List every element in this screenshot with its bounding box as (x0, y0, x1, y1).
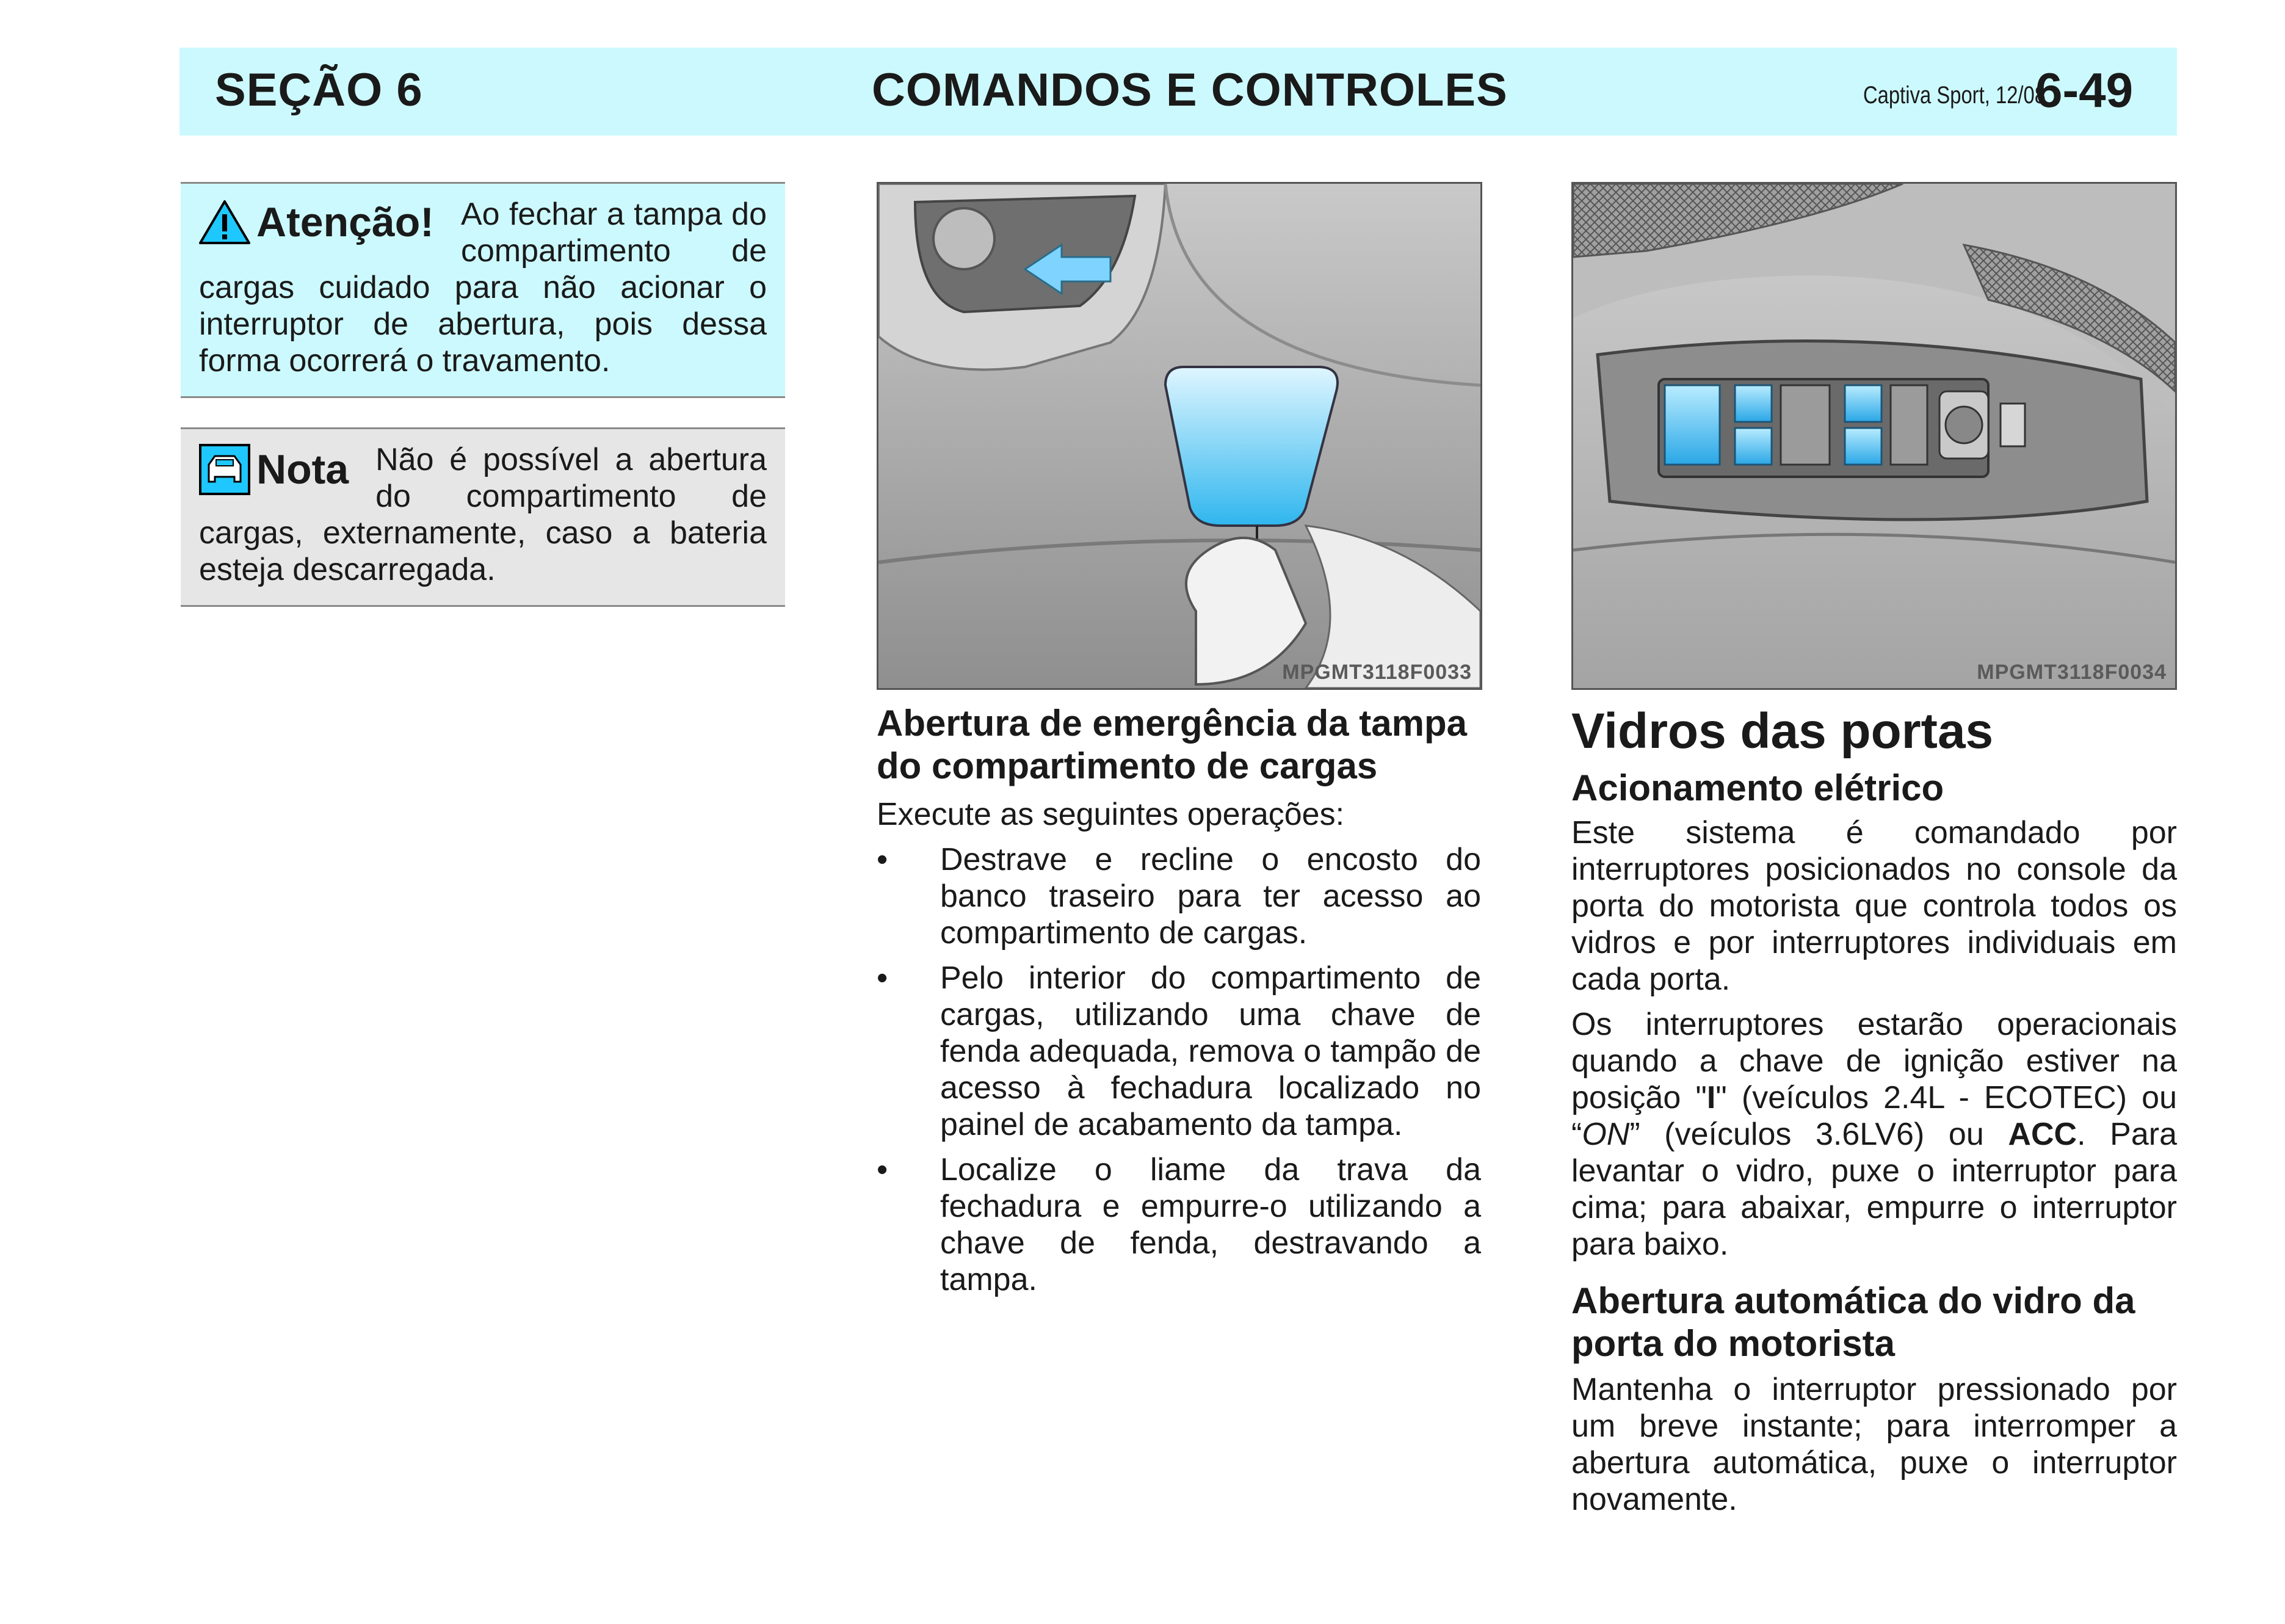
electric-paragraph-1: Este sistema é comandado por interruptores posicionados no console da porta do motorista que controla todos os vidros e por interruptores individuais em cada porta. (1571, 815, 2177, 997)
text-run-italic: ON (1582, 1117, 1630, 1152)
text-run: ” (veículos 3.6LV6) ou (1629, 1117, 2008, 1152)
bullet: • (877, 842, 888, 877)
list-item (877, 841, 1481, 951)
car-note-icon (199, 444, 250, 495)
auto-open-subheading: Abertura automática do vidro da porta do motorista (1571, 1280, 2135, 1364)
door-windows-section (1571, 702, 2177, 1518)
note-box (181, 427, 785, 607)
warning-label: Atenção! (256, 199, 434, 245)
section-label: SEÇÃO 6 (215, 64, 423, 116)
auto-open-paragraph: Mantenha o interruptor pressionado por um breve instante; para interromper a abertura automática, puxe o interruptor novamente. (1571, 1372, 2177, 1517)
emergency-heading: Abertura de emergência da tampa do compartimento de cargas (877, 703, 1468, 786)
liftgate-illustration (878, 184, 1480, 688)
list-item (877, 1151, 1481, 1298)
text-run-bold: I (1706, 1080, 1716, 1115)
bullet: • (877, 960, 888, 996)
note-lead (199, 444, 349, 495)
text-run: " (veículos 2.4L - ECOTEC) ou “ (1571, 1080, 2177, 1152)
note-label: Nota (256, 446, 349, 493)
emergency-steps (877, 841, 1481, 1298)
door-switch-illustration (1573, 184, 2175, 688)
manual-edition: Captiva Sport, 12/08 (1863, 82, 2046, 109)
warning-lead (199, 198, 434, 246)
step-text: Pelo interior do compartimento de cargas, utilizando uma chave de fenda adequada, remova o tampão de acesso à fechadura localizado no painel de acabamento da tampa. (940, 960, 1481, 1142)
step-text: Destrave e recline o encosto do banco traseiro para ter acesso ao compartimento de cargas. (940, 842, 1481, 951)
page-header (179, 48, 2177, 136)
text-run: Os interruptores estarão operacionais quando a chave de ignição estiver na posição " (1571, 1007, 2177, 1115)
warning-box (181, 182, 785, 398)
electric-paragraph-2 (1571, 1006, 2177, 1263)
note-text: Não é possível a abertura do compartimento de cargas, externamente, caso a bateria esteja descarregada. (199, 442, 767, 587)
chapter-title: COMANDOS E CONTROLES (872, 64, 1508, 116)
electric-subheading: Acionamento elétrico (1571, 767, 1944, 808)
list-item (877, 960, 1481, 1143)
text-run: . Para levantar o vidro, puxe o interruptor para cima; para abaixar, empurre o interruptor para baixo. (1571, 1117, 2178, 1262)
windows-heading: Vidros das portas (1571, 703, 1994, 759)
figure-door-switches (1571, 182, 2177, 690)
emergency-intro: Execute as seguintes operações: (877, 797, 1345, 832)
bullet: • (877, 1152, 888, 1187)
step-text: Localize o liame da trava da fechadura e empurre-o utilizando a chave de fenda, destravando a tampa. (940, 1152, 1481, 1297)
warning-text: Ao fechar a tampa do compartimento de cargas cuidado para não acionar o interruptor de abertura, pois dessa forma ocorrerá o travamento. (199, 197, 767, 379)
page-number: 6-49 (2035, 63, 2134, 117)
figure-code: MPGMT3118F0034 (1977, 661, 2167, 684)
text-run-bold: ACC (2008, 1117, 2077, 1152)
warning-triangle-icon (199, 200, 250, 245)
emergency-opening-section (877, 702, 1481, 1307)
figure-liftgate-emergency (877, 182, 1482, 690)
figure-code: MPGMT3118F0033 (1282, 661, 1472, 684)
